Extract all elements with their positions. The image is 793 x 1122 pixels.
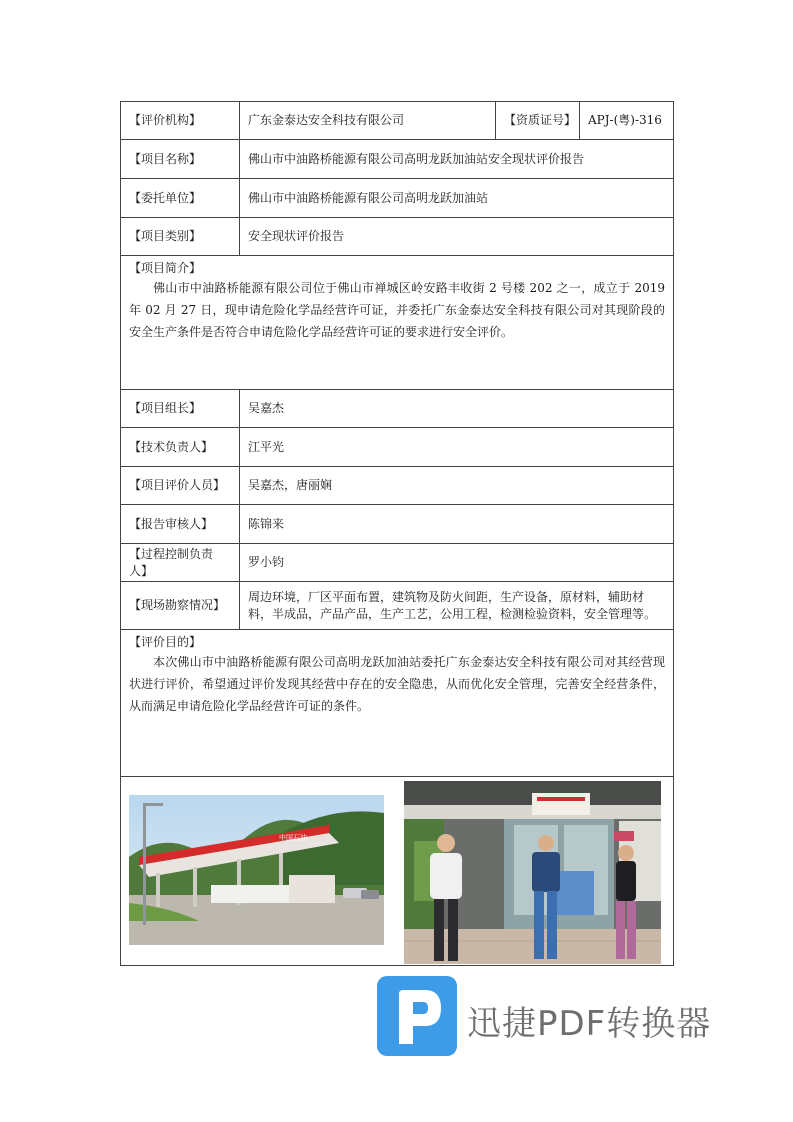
table-row-client xyxy=(121,179,674,218)
intro-body: 佛山市中油路桥能源有限公司位于佛山市禅城区岭安路丰收街 2 号楼 202 之一，成立于 2019 年 02 月 27 日，现申请危险化学品经营许可证，并委托广东金泰达安全科技有限公司对其现阶段的安全生产条件是否符合申请危险化学品经营许可证的要求进行安全评价。 xyxy=(129,281,665,339)
tech-lead-value: 江平光 xyxy=(240,428,674,467)
table-row-purpose xyxy=(121,630,674,777)
table-row-category xyxy=(121,218,674,256)
station-sign-text: 中国石油 xyxy=(279,834,307,842)
table-row-process-control xyxy=(121,544,674,582)
gas-station-photo xyxy=(129,795,384,945)
cert-value: APJ-(粤)-316 xyxy=(580,102,674,140)
watermark-text: 迅捷PDF转换器 xyxy=(467,1004,712,1044)
team-leader-value: 吴嘉杰 xyxy=(240,390,674,428)
reviewer-value: 陈锦来 xyxy=(240,505,674,544)
table-row-org xyxy=(121,102,674,140)
table-row-team-leader xyxy=(121,390,674,428)
table-row-photos xyxy=(121,777,674,966)
category-label: 【项目类别】 xyxy=(121,218,240,256)
survey-value: 周边环境，厂区平面布置，建筑物及防火间距，生产设备，原材料，辅助材料，半成品，产品产品，生产工艺，公用工程，检测检验资料，安全管理等。 xyxy=(240,582,674,630)
purpose-title: 【评价目的】 xyxy=(129,635,202,649)
org-value: 广东金泰达安全科技有限公司 xyxy=(240,102,496,140)
tech-lead-label: 【技术负责人】 xyxy=(121,428,240,467)
evaluators-label: 【项目评价人员】 xyxy=(121,467,240,505)
project-name-label: 【项目名称】 xyxy=(121,140,240,179)
watermark xyxy=(377,976,737,1058)
survey-label: 【现场勘察情况】 xyxy=(121,582,240,630)
photos-cell xyxy=(121,777,674,966)
intro-cell xyxy=(121,256,674,390)
table-row-tech-lead xyxy=(121,428,674,467)
table-row-survey xyxy=(121,582,674,630)
table-row-intro xyxy=(121,256,674,390)
evaluation-info-sheet xyxy=(120,101,673,966)
project-name-value: 佛山市中油路桥能源有限公司高明龙跃加油站安全现状评价报告 xyxy=(240,140,674,179)
purpose-body: 本次佛山市中油路桥能源有限公司高明龙跃加油站委托广东金泰达安全科技有限公司对其经营现状进行评价，希望通过评价发现其经营中存在的安全隐患，从而优化安全管理，完善安全经营条件，从而满足申请危险化学品经营许可证的条件。 xyxy=(129,655,665,713)
table-row-project-name xyxy=(121,140,674,179)
reviewer-label: 【报告审核人】 xyxy=(121,505,240,544)
cert-label: 【资质证号】 xyxy=(496,102,580,140)
team-photo xyxy=(404,781,661,964)
purpose-cell xyxy=(121,630,674,777)
process-control-value: 罗小钧 xyxy=(240,544,674,582)
team-leader-label: 【项目组长】 xyxy=(121,390,240,428)
project-info-table xyxy=(120,101,674,966)
client-label: 【委托单位】 xyxy=(121,179,240,218)
table-row-reviewer xyxy=(121,505,674,544)
evaluators-value: 吴嘉杰，唐丽娴 xyxy=(240,467,674,505)
process-control-label: 【过程控制负责人】 xyxy=(121,544,240,582)
intro-title: 【项目简介】 xyxy=(129,261,202,275)
org-label: 【评价机构】 xyxy=(121,102,240,140)
client-value: 佛山市中油路桥能源有限公司高明龙跃加油站 xyxy=(240,179,674,218)
category-value: 安全现状评价报告 xyxy=(240,218,674,256)
pdf-converter-logo-icon xyxy=(377,976,457,1056)
table-row-evaluators xyxy=(121,467,674,505)
